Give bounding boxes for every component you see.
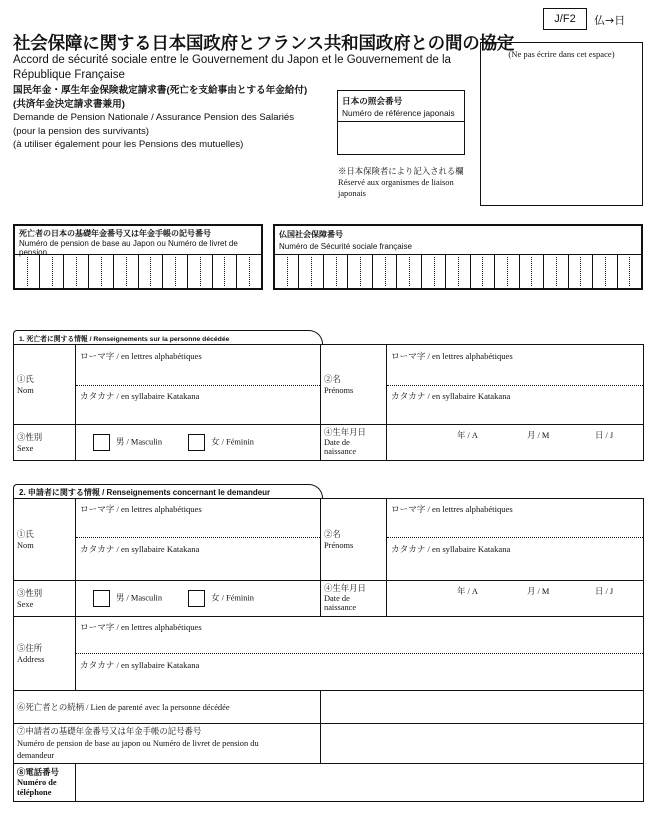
- label-fr: naissance: [324, 447, 357, 457]
- label-fr: Date de: [324, 437, 350, 447]
- reference-number-box: [337, 90, 465, 155]
- phone-input[interactable]: [76, 764, 644, 802]
- ref-label-jp: 日本の照会番号: [342, 96, 403, 106]
- section1-tab: 1. 死亡者に関する情報 / Renseignements sur la personne décédée: [13, 330, 323, 344]
- japan-pension-number-input[interactable]: [15, 254, 261, 288]
- label-jp: ⑧電話番号: [17, 767, 59, 777]
- label-jp: ⑤住所: [17, 643, 43, 653]
- year-label: 年 / A: [457, 587, 478, 596]
- digit-cell[interactable]: [114, 255, 139, 288]
- female-label: 女 / Féminin: [211, 437, 254, 447]
- digit-cell[interactable]: [89, 255, 114, 288]
- digit-cell[interactable]: [213, 255, 238, 288]
- deceased-given-input[interactable]: [387, 345, 644, 425]
- label-jp: ③性別: [17, 588, 43, 598]
- applicant-address-input[interactable]: [76, 617, 644, 691]
- digit-cell[interactable]: [139, 255, 164, 288]
- insurer-note-fr: Réservé aux organismes de liaison japonais: [338, 178, 454, 198]
- digit-cell[interactable]: [40, 255, 65, 288]
- label-jp: ①氏: [17, 529, 34, 539]
- section2-tab: 2. 申請者に関する情報 / Renseignements concernant le demandeur: [13, 484, 323, 498]
- applicant-surname-label: [14, 499, 76, 581]
- subtitle-line: (à utiliser également pour les Pensions des mutuelles): [13, 139, 244, 150]
- label-jp: 死亡者の日本の基礎年金番号又は年金手帳の記号番号: [19, 229, 211, 238]
- katakana-hint: カタカナ / en syllabaire Katakana: [80, 660, 200, 670]
- label-fr: Prénoms: [324, 385, 354, 395]
- deceased-dob-label: [321, 425, 387, 461]
- french-ss-number-label: [279, 230, 637, 251]
- katakana-hint: カタカナ / en syllabaire Katakana: [391, 544, 511, 554]
- female-checkbox[interactable]: [188, 434, 205, 451]
- applicant-surname-input[interactable]: [76, 499, 321, 581]
- label-fr: Numéro de pension de base au Japon ou Numéro de livret de pension: [19, 238, 238, 257]
- applicant-given-label: [321, 499, 387, 581]
- digit-cell[interactable]: [324, 255, 348, 288]
- female-checkbox[interactable]: [188, 590, 205, 607]
- title-japanese: 社会保障に関する日本国政府とフランス共和国政府との間の協定: [13, 34, 515, 54]
- subtitle-line: (pour la pension des survivants): [13, 125, 149, 137]
- ref-label-fr: Numéro de référence japonais: [342, 108, 455, 118]
- deceased-dob-input[interactable]: [387, 425, 644, 461]
- applicant-pension-number-input[interactable]: [321, 724, 644, 764]
- romaji-hint: ローマ字 / en lettres alphabétiques: [80, 351, 202, 361]
- form-code: J/F2: [543, 8, 587, 30]
- label-fr: Numéro de Sécurité sociale française: [279, 241, 412, 251]
- deceased-sex-options: [76, 425, 321, 461]
- label-fr: Sexe: [17, 443, 34, 453]
- romaji-hint: ローマ字 / en lettres alphabétiques: [80, 622, 202, 632]
- french-ss-number-input[interactable]: [275, 254, 641, 288]
- deceased-surname-label: [14, 345, 76, 425]
- label-jp: ④生年月日: [324, 584, 366, 594]
- digit-cell[interactable]: [348, 255, 372, 288]
- subtitle-line: 国民年金・厚生年金保険裁定請求書(死亡を支給事由とする年金給付): [13, 85, 308, 96]
- label-fr: demandeur: [17, 750, 55, 760]
- label-jp: ③性別: [17, 432, 43, 442]
- label-fr: Nom: [17, 540, 34, 550]
- insurer-note-jp: ※日本保険者により記入される欄: [338, 167, 464, 176]
- applicant-sex-options: [76, 581, 321, 617]
- digit-cell[interactable]: [593, 255, 617, 288]
- label-fr: naissance: [324, 603, 357, 613]
- label-jp: 仏国社会保障番号: [279, 230, 343, 239]
- month-label: 月 / M: [527, 431, 550, 440]
- digit-cell[interactable]: [569, 255, 593, 288]
- label-fr: Address: [17, 654, 45, 664]
- section2-table: [13, 498, 644, 802]
- male-label: 男 / Masculin: [116, 593, 163, 603]
- label-jp: ④生年月日: [324, 428, 366, 438]
- male-checkbox[interactable]: [93, 590, 110, 607]
- label-fr: Sexe: [17, 599, 34, 609]
- label-fr: Nom: [17, 385, 34, 395]
- title-french: Accord de sécurité sociale entre le Gouvernement du Japon et le Gouvernement de la République Française: [13, 54, 451, 81]
- label-fr: Numéro de pension de base au japon ou Numéro de livret de pension du: [17, 738, 259, 748]
- digit-cell[interactable]: [446, 255, 470, 288]
- label-fr: téléphone: [17, 787, 52, 797]
- month-label: 月 / M: [527, 587, 550, 596]
- digit-cell[interactable]: [163, 255, 188, 288]
- digit-cell[interactable]: [237, 255, 261, 288]
- digit-cell[interactable]: [471, 255, 495, 288]
- applicant-dob-label: [321, 581, 387, 617]
- section1-table: [13, 344, 644, 461]
- katakana-hint: カタカナ / en syllabaire Katakana: [80, 391, 200, 401]
- subtitle-line: (共済年金決定請求書兼用): [13, 98, 125, 110]
- label-jp: ②名: [324, 529, 341, 539]
- form-subtitle: [13, 84, 333, 152]
- phone-label: [14, 764, 76, 802]
- romaji-hint: ローマ字 / en lettres alphabétiques: [391, 351, 513, 361]
- romaji-hint: ローマ字 / en lettres alphabétiques: [80, 504, 202, 514]
- relationship-input[interactable]: [321, 691, 644, 724]
- male-label: 男 / Masculin: [116, 437, 163, 447]
- label-jp: ⑦申請者の基礎年金番号又は年金手帳の記号番号: [17, 726, 202, 736]
- deceased-sex-label: [14, 425, 76, 461]
- digit-cell[interactable]: [188, 255, 213, 288]
- label-fr: Date de: [324, 593, 350, 603]
- label-fr: Numéro de: [17, 777, 57, 787]
- reserved-area-text: (Ne pas écrire dans cet espace): [508, 49, 615, 59]
- subtitle-line: Demande de Pension Nationale / Assurance Pension des Salariés: [13, 112, 295, 123]
- romaji-hint: ローマ字 / en lettres alphabétiques: [391, 504, 513, 514]
- reserved-area: [480, 42, 643, 206]
- digit-cell[interactable]: [299, 255, 323, 288]
- katakana-hint: カタカナ / en syllabaire Katakana: [80, 544, 200, 554]
- male-checkbox[interactable]: [93, 434, 110, 451]
- label-jp: ①氏: [17, 374, 34, 384]
- digit-cell[interactable]: [520, 255, 544, 288]
- applicant-dob-input[interactable]: [387, 581, 644, 617]
- digit-cell[interactable]: [275, 255, 299, 288]
- relationship-label: ⑥死亡者との続柄 / Lien de parenté avec la personne décédée: [14, 691, 321, 724]
- label-fr: Prénoms: [324, 540, 354, 550]
- deceased-surname-input[interactable]: [76, 345, 321, 425]
- digit-cell[interactable]: [544, 255, 568, 288]
- applicant-given-input[interactable]: [387, 499, 644, 581]
- digit-cell[interactable]: [15, 255, 40, 288]
- digit-cell[interactable]: [618, 255, 641, 288]
- day-label: 日 / J: [595, 431, 614, 440]
- direction-label: 仏→日: [594, 14, 626, 27]
- day-label: 日 / J: [595, 587, 614, 596]
- insurer-note: [338, 166, 478, 199]
- digit-cell[interactable]: [64, 255, 89, 288]
- digit-cell[interactable]: [495, 255, 519, 288]
- japan-pension-number-box: [13, 224, 263, 290]
- deceased-given-label: [321, 345, 387, 425]
- applicant-address-label: [14, 617, 76, 691]
- applicant-pension-number-label: [14, 724, 321, 764]
- digit-cell[interactable]: [373, 255, 397, 288]
- digit-cell[interactable]: [422, 255, 446, 288]
- label-jp: ②名: [324, 374, 341, 384]
- applicant-sex-label: [14, 581, 76, 617]
- katakana-hint: カタカナ / en syllabaire Katakana: [391, 391, 511, 401]
- digit-cell[interactable]: [397, 255, 421, 288]
- female-label: 女 / Féminin: [211, 593, 254, 603]
- year-label: 年 / A: [457, 431, 478, 440]
- french-ss-number-box: [273, 224, 643, 290]
